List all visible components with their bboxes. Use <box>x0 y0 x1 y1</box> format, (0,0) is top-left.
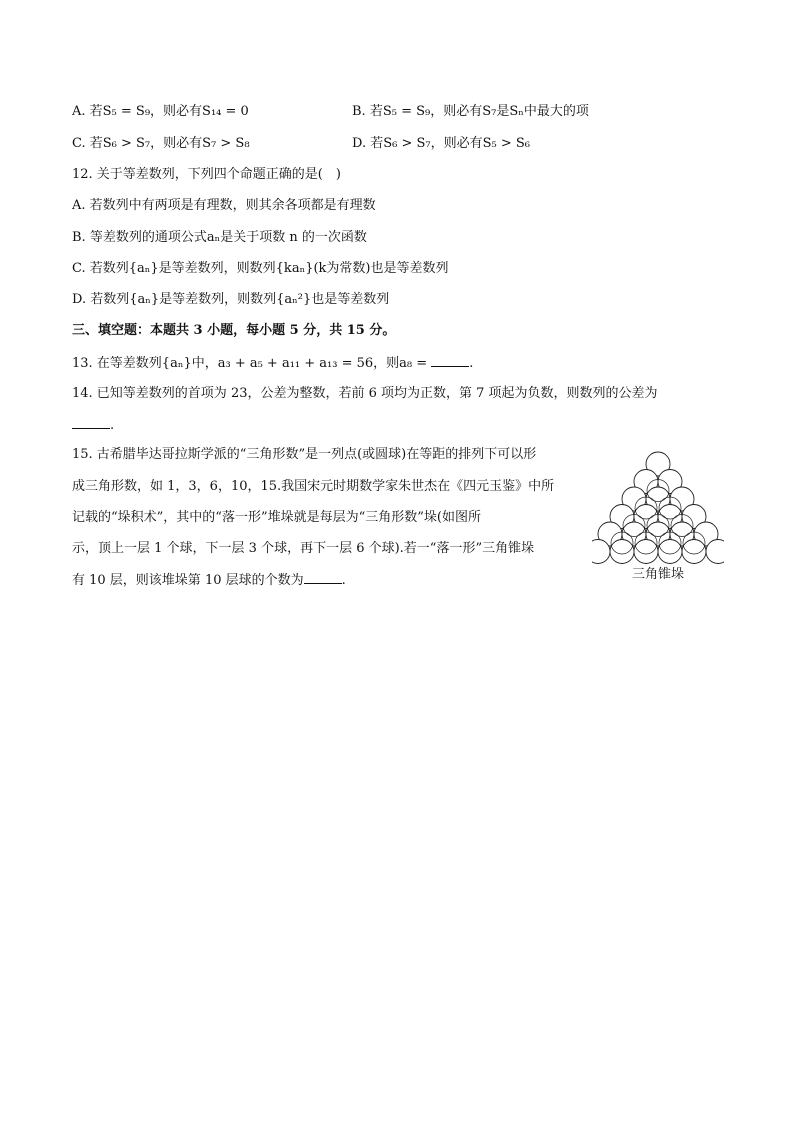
sphere-pyramid-figure <box>592 448 724 588</box>
q15-line-3: 记载的“垛积术”，其中的“落一形”堆垛就是每层为“三角形数”垛(如图所 <box>72 510 481 525</box>
q12-option-b: B. 等差数列的通项公式aₙ是关于项数 n 的一次函数 <box>72 230 367 245</box>
q13-tail: . <box>469 356 474 371</box>
q15-line-4: 示，顶上一层 1 个球，下一层 3 个球，再下一层 6 个球).若一“落一形”三角锥垛 <box>72 541 535 556</box>
figure-caption: 三角锥垛 <box>631 567 684 582</box>
q15-line-1: 15. 古希腊毕达哥拉斯学派的“三角形数”是一列点(或圆球)在等距的排列下可以形 <box>72 447 537 462</box>
sphere <box>634 540 658 564</box>
q15-tail: . <box>341 573 346 588</box>
q11-option-d: D. 若S₆ > S₇，则必有S₅ > S₆ <box>352 136 531 151</box>
q15-answer-blank[interactable] <box>304 571 342 584</box>
q14-tail: . <box>110 418 115 433</box>
q11-option-b: B. 若S₅ = S₉，则必有S₇是Sₙ中最大的项 <box>352 104 589 119</box>
q11-option-c: C. 若S₆ > S₇，则必有S₇ > S₈ <box>72 136 250 151</box>
q12-option-d: D. 若数列{aₙ}是等差数列，则数列{aₙ²}也是等差数列 <box>72 292 390 307</box>
q14-line-1: 14. 已知等差数列的首项为 23，公差为整数，若前 6 项均为正数，第 7 项起为负数，则数列的公差为 <box>72 386 658 401</box>
q12-option-c: C. 若数列{aₙ}是等差数列，则数列{kaₙ}(k为常数)也是等差数列 <box>72 261 449 276</box>
q15-line-2: 成三角形数，如 1，3，6，10，15.我国宋元时期数学家朱世杰在《四元玉鉴》中所 <box>72 479 555 494</box>
sphere-pyramid-drawing <box>592 448 724 566</box>
sphere <box>682 540 706 564</box>
q15-line-5 <box>72 571 346 590</box>
section-3-heading: 三、填空题：本题共 3 小题，每小题 5 分，共 15 分。 <box>72 323 396 338</box>
q11-option-a: A. 若S₅ = S₉，则必有S₁₄ = 0 <box>72 104 249 119</box>
q14-answer-blank[interactable] <box>72 416 110 429</box>
q12-stem: 12. 关于等差数列，下列四个命题正确的是( ) <box>72 167 341 182</box>
q14-line-2 <box>72 416 114 435</box>
q12-option-a: A. 若数列中有两项是有理数，则其余各项都是有理数 <box>72 198 376 213</box>
sphere <box>610 540 634 564</box>
q13-text: 13. 在等差数列{aₙ}中，a₃ + a₅ + a₁₁ + a₁₃ = 56，则a₈ = <box>72 356 432 371</box>
q15-line-5-text: 有 10 层，则该堆垛第 10 层球的个数为 <box>72 573 304 588</box>
q13-answer-blank[interactable] <box>431 354 469 367</box>
q13 <box>72 354 473 373</box>
sphere <box>658 540 682 564</box>
